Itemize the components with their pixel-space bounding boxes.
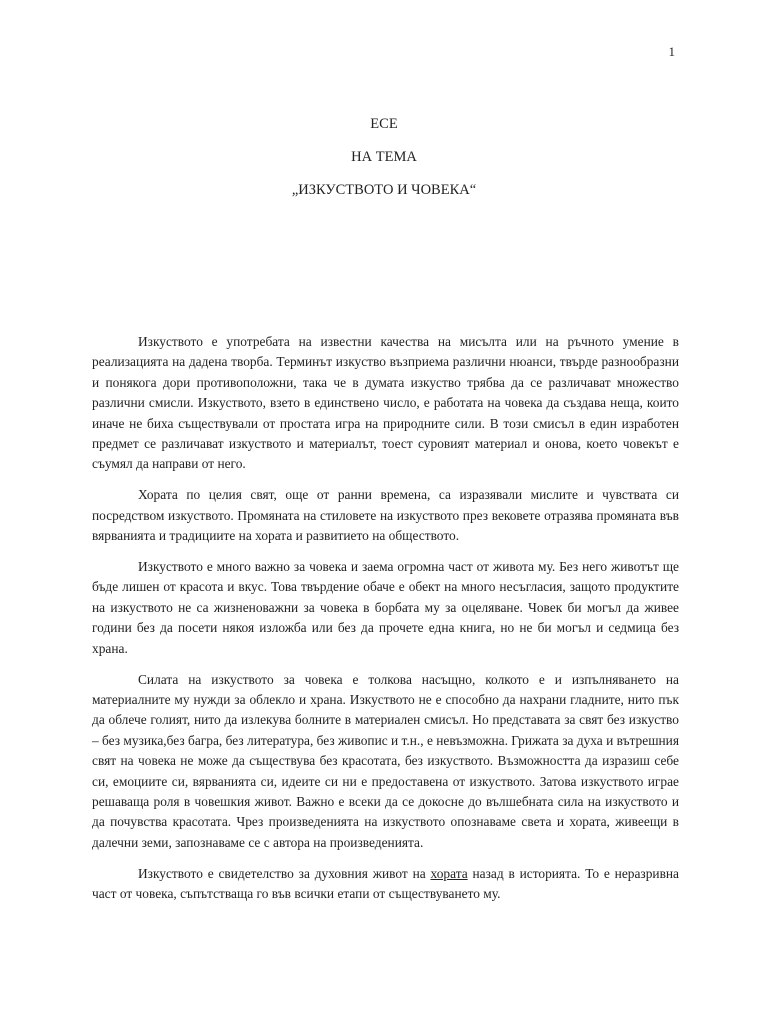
- essay-title: [0, 116, 768, 215]
- page-number: 1: [668, 44, 675, 59]
- paragraph-5: [92, 864, 679, 905]
- essay-body: [92, 332, 679, 905]
- paragraph-1: Изкуството е употребата на известни качества на мисълта или на ръчното умение в реализацията на дадена творба. Терминът изкуство възприема различни нюанси, твърде разнообразни и понякога дори противоположни, така че в думата изкуство трябва да се различават множество различни смисли. Изкуството, взето в единствено число, е работата на човека да създава неща, които иначе не биха съществували от простата игра на природните сили. В този смисъл в един изработен предмет се различават изкуството и материалът, тоест суровият материал и онова, което човекът е съумял да направи от него.: [92, 334, 679, 472]
- paragraph-5-end: назад в историята. То е неразривна част от човека, съпътстваща го във всички етапи от съществуването му.: [92, 865, 679, 902]
- paragraph-4: Силата на изкуството за човека е толкова насъщно, колкото е и изпълняването на материалните му нужди за облекло и храна. Изкуството не е способно да нахрани гладните, нито пък да облече голият, нито да излекува болните в материален смисъл. Но представата за свят без изкуство – без музика,без багра, без литература, без живопис и т.н., е невъзможна. Грижата за духа и вътрешния свят на човека не може да съществува без красотата, без изкуството. Възможността да изразиш себе си, емоциите си, вярванията си, идеите си ни е предоставена от изкуството. Затова изкуството играе решаваща роля в човешкия живот. Важно е всеки да се докосне до вълшебната сила на изкуството и да почувства красотата. Чрез произведенията на изкуството опознаваме света и хората, живеещи в далечни земи, запознаваме се с автора на произведенията.: [92, 671, 679, 850]
- title-line-1: ЕСЕ: [370, 116, 398, 132]
- underlined-word: хората: [430, 865, 468, 881]
- paragraph-5-start: Изкуството е свидетелство за духовния живот на: [138, 865, 431, 881]
- paragraph-3: Изкуството е много важно за човека и заема огромна част от живота му. Без него животът ще бъде лишен от красота и вкус. Това твърдение обаче е обект на много несъгласия, защото продуктите на изкуството не са жизненоважни за човека в борбата му за оцеляване. Човек би могъл да живее години без да посети някоя изложба или без да прочете една книга, но не би могъл и седмица без храна.: [92, 559, 679, 656]
- paragraph-2: Хората по целия свят, още от ранни времена, са изразявали мислите и чувствата си посредством изкуството. Промяната на стиловете на изкуството през вековете отразява промяната във вярванията и традициите на хората и развитието на обществото.: [92, 487, 679, 544]
- title-line-3: „ИЗКУСТВОТО И ЧОВЕКА“: [291, 182, 477, 198]
- title-line-2: НА ТЕМА: [351, 149, 417, 165]
